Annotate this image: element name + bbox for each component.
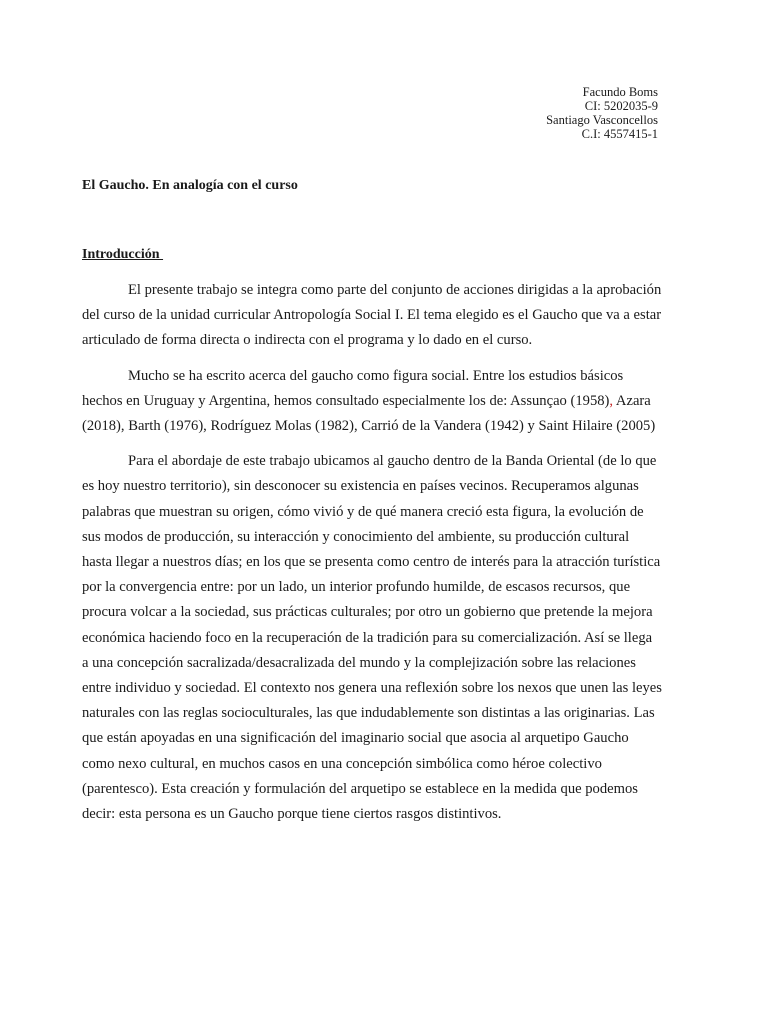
paragraph-2-text-a: Mucho se ha escrito acerca del gaucho como figura social. Entre los estudios básicos hechos en Uruguay y Argentina, hemos consultado especialmente los de: Assunçao (1958) (82, 367, 624, 409)
paragraph-2-text-b: Azara (2018), Barth (1976), Rodríguez Molas (1982), Carrió de la Vandera (1942) y Saint Hilaire (2005) (82, 392, 656, 435)
document-body (82, 278, 662, 837)
section-heading-introduction: Introducción (82, 247, 164, 262)
author-name-2: Santiago Vasconcellos (546, 113, 658, 127)
author-block (546, 85, 658, 141)
author-name-1: Facundo Boms (582, 85, 658, 99)
author-id-1: CI: 5202035-9 (584, 99, 658, 113)
highlighted-comma: , (609, 392, 614, 409)
author-id-2: C.I: 4557415-1 (581, 127, 658, 141)
paragraph-2 (82, 364, 662, 440)
paragraph-3: Para el abordaje de este trabajo ubicamos al gaucho dentro de la Banda Oriental (de lo que es hoy nuestro territorio), sin desconocer su existencia en países vecinos. Recuperamos algunas palabras que muestran su origen, cómo vivió y de qué manera creció esta figura, la evolución de sus modos de producción, su interacción y conocimiento del ambiente, su producción cultural hasta llegar a nuestros días; en los que se presenta como centro de interés para la atracción turística por la convergencia entre: por un lado, un interior profundo humilde, de escasos recursos, que procura volcar a la sociedad, sus prácticas culturales; por otro un gobierno que pretende la mejora económica haciendo foco en la recuperación de la tradición para su comercialización. Así se llega a una concepción sacralizada/desacralizada del mundo y la complejización sobre las relaciones entre individuo y sociedad. El contexto nos genera una reflexión sobre los nexos que unen las leyes naturales con las reglas socioculturales, las que indudablemente son distintas a las originarias. Las que están apoyadas en una significación del imaginario social que asocia al arquetipo Gaucho como nexo cultural, en muchos casos en una concepción simbólica como héroe colectivo (parentesco). Esta creación y formulación del arquetipo se establece en la medida que podemos decir: esta persona es un Gaucho porque tiene ciertos rasgos distintivos. (82, 453, 662, 823)
document-title: El Gaucho. En analogía con el curso (82, 178, 298, 193)
paragraph-1: El presente trabajo se integra como parte del conjunto de acciones dirigidas a la aprobación del curso de la unidad curricular Antropología Social I. El tema elegido es el Gaucho que va a estar articulado de forma directa o indirecta con el programa y lo dado en el curso. (82, 282, 662, 349)
